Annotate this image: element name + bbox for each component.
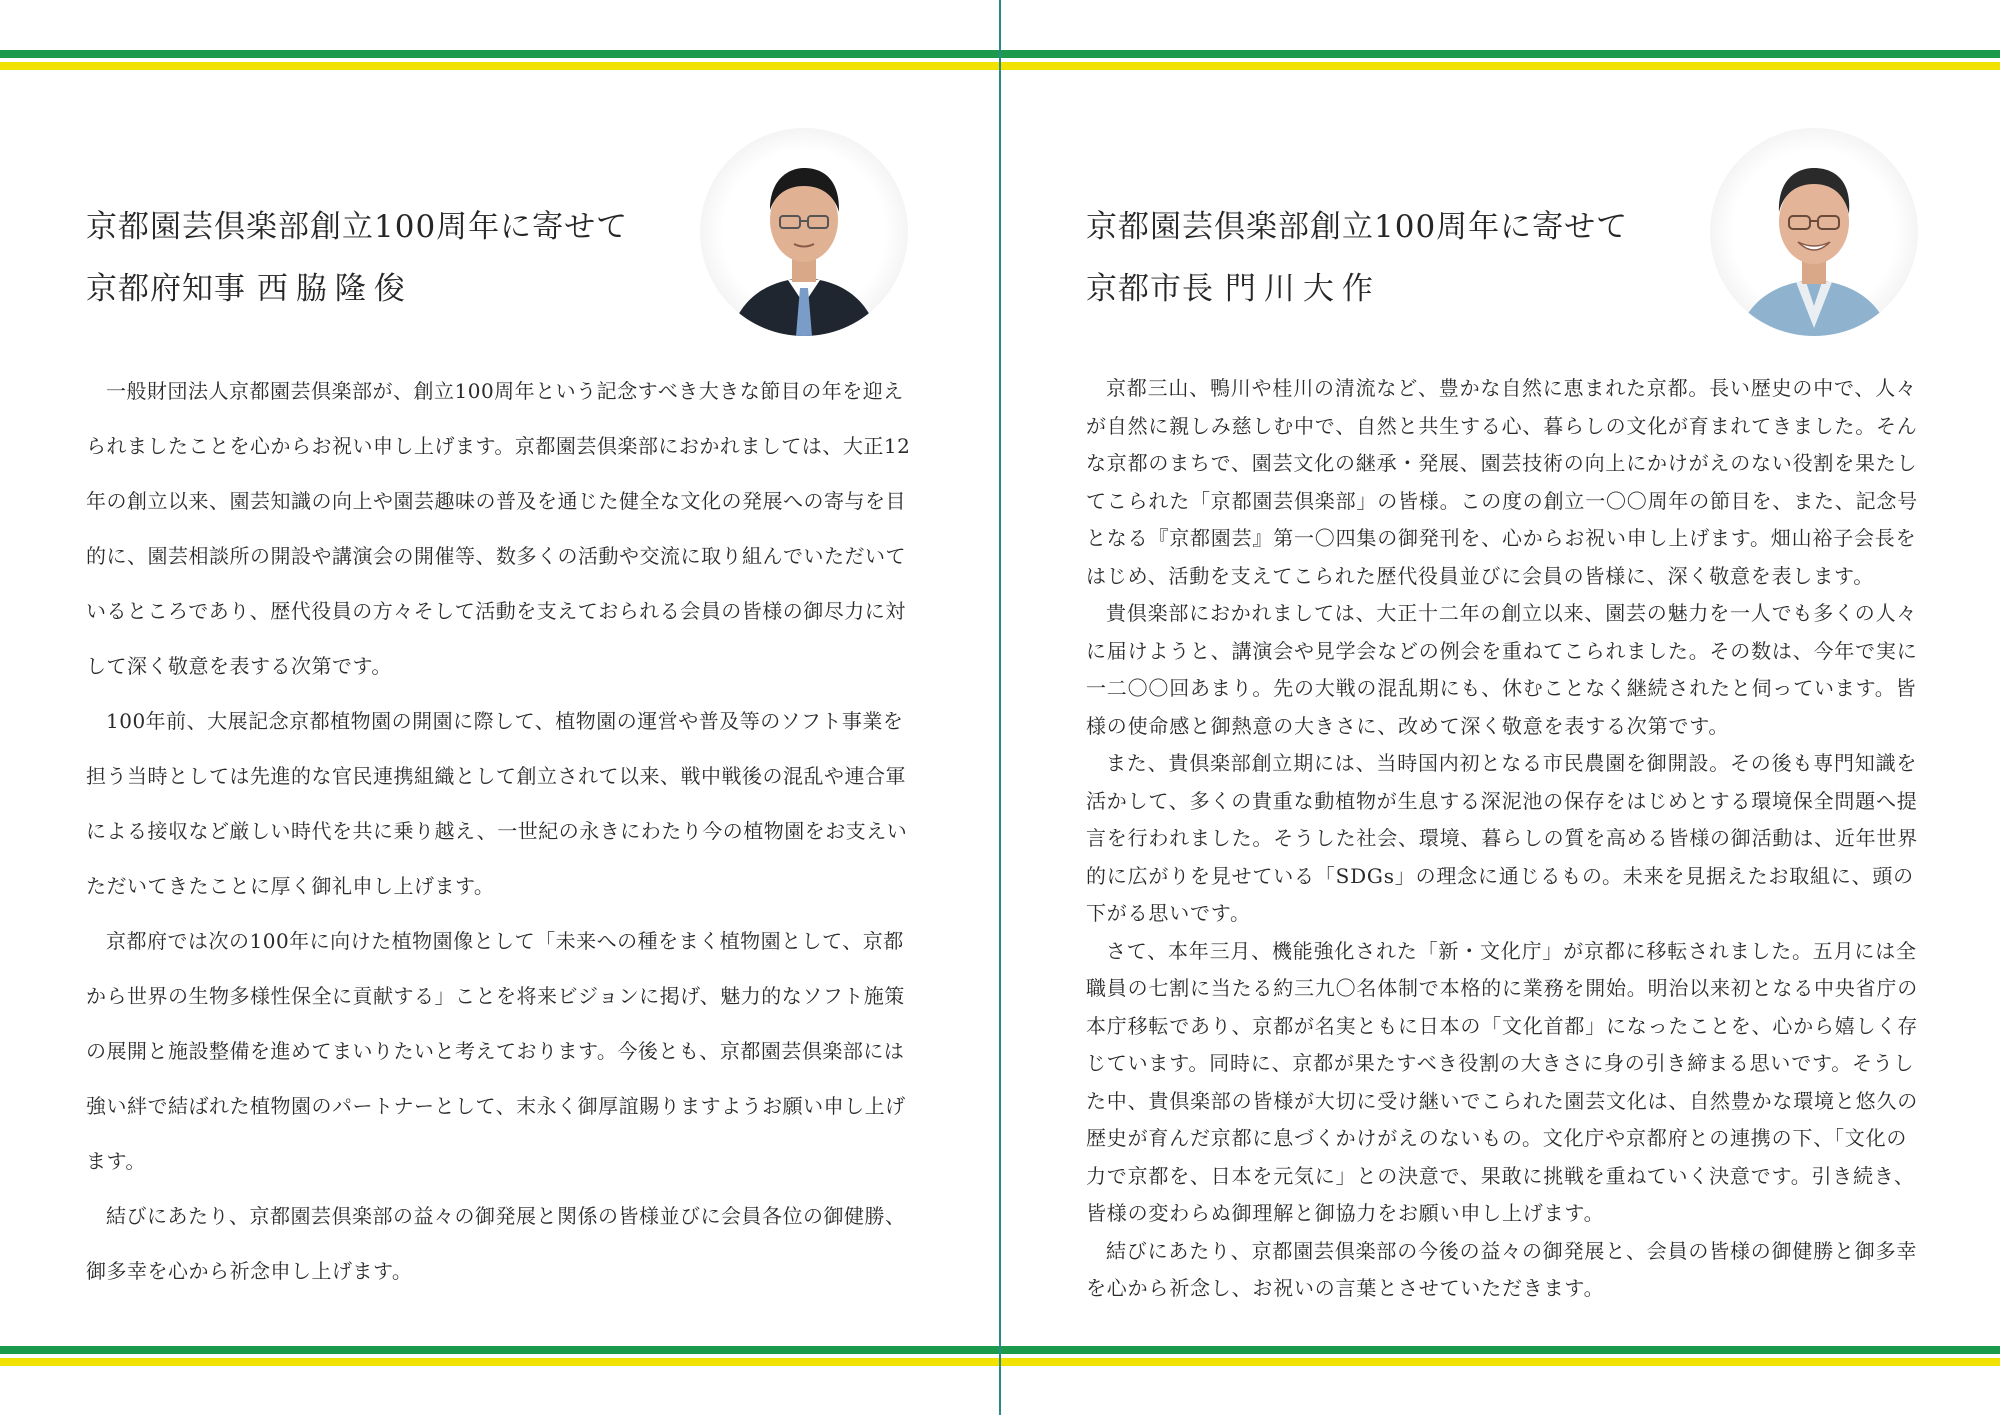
right-page bbox=[1000, 0, 2000, 1415]
left-paragraph: 京都府では次の100年に向けた植物園像として「未来への種をまく植物園として、京都から世界の生物多様性保全に貢献する」ことを将来ビジョンに掲げ、魅力的なソフト施策の展開と施設整備を進めてまいりたいと考えております。今後とも、京都園芸倶楽部には強い絆で結ばれた植物園のパートナーとして、末永く御厚誼賜りますようお願い申し上げます。 bbox=[86, 929, 906, 1173]
portrait-figure-icon bbox=[1710, 128, 1918, 336]
left-heading bbox=[86, 196, 628, 320]
left-heading-title: 京都園芸倶楽部創立100周年に寄せて bbox=[86, 209, 629, 245]
right-heading bbox=[1086, 196, 1628, 320]
left-body-text bbox=[86, 364, 916, 1299]
right-paragraph: 結びにあたり、京都園芸倶楽部の今後の益々の御発展と、会員の皆様の御健勝と御多幸を心から祈念し、お祝いの言葉とさせていただきます。 bbox=[1086, 1238, 1918, 1300]
right-paragraph: さて、本年三月、機能強化された「新・文化庁」が京都に移転されました。五月には全職員の七割に当たる約三九〇名体制で本格的に業務を開始。明治以来初となる中央省庁の本庁移転であり、京都が名実ともに日本の「文化首都」になったことを、心から嬉しく存じています。同時に、京都が果たすべき役割の大きさに身の引き締まる思いです。そうした中、貴倶楽部の皆様が大切に受け継いでこられた園芸文化は、自然豊かな環境と悠久の歴史が育んだ京都に息づくかけがえのないもの。文化庁や京都府との連携の下、「文化の力で京都を、日本を元気に」との決意で、果敢に挑戦を重ねていく決意です。引き続き、皆様の変わらぬ御理解と御協力をお願い申し上げます。 bbox=[1086, 938, 1918, 1225]
right-author-name: 門川大作 bbox=[1224, 271, 1381, 307]
right-author-line bbox=[1086, 258, 1628, 320]
right-paragraph: 貴倶楽部におかれましては、大正十二年の創立以来、園芸の魅力を一人でも多くの人々に届けようと、講演会や見学会などの例会を重ねてこられました。その数は、今年で実に一二〇〇回あまり。先の大戦の混乱期にも、休むことなく継続されたと伺っています。皆様の使命感と御熱意の大きさに、改めて深く敬意を表する次第です。 bbox=[1086, 601, 1918, 738]
right-body-text bbox=[1086, 370, 1922, 1308]
left-author-line bbox=[86, 258, 628, 320]
left-paragraph: 一般財団法人京都園芸倶楽部が、創立100周年という記念すべき大きな節目の年を迎えられましたことを心からお祝い申し上げます。京都園芸倶楽部におかれましては、大正12年の創立以来、園芸知識の向上や園芸趣味の普及を通じた健全な文化の発展への寄与を目的に、園芸相談所の開設や講演会の開催等、数多くの活動や交流に取り組んでいただいているところであり、歴代役員の方々そして活動を支えておられる会員の皆様の御尽力に対して深く敬意を表する次第です。 bbox=[86, 379, 911, 678]
left-author-title: 京都府知事 bbox=[86, 271, 246, 307]
left-author-name: 西脇隆俊 bbox=[256, 271, 413, 307]
right-author-title: 京都市長 bbox=[1086, 271, 1214, 307]
left-portrait-photo bbox=[700, 128, 908, 336]
right-paragraph: また、貴倶楽部創立期には、当時国内初となる市民農園を御開設。その後も専門知識を活かして、多くの貴重な動植物が生息する深泥池の保存をはじめとする環境保全問題へ提言を行われました。そうした社会、環境、暮らしの質を高める皆様の御活動は、近年世界的に広がりを見せている「SDGs」の理念に通じるもの。未来を見据えたお取組に、頭の下がる思いです。 bbox=[1086, 751, 1918, 925]
left-paragraph: 結びにあたり、京都園芸倶楽部の益々の御発展と関係の皆様並びに会員各位の御健勝、御多幸を心から祈念申し上げます。 bbox=[86, 1204, 906, 1283]
right-paragraph: 京都三山、鴨川や桂川の清流など、豊かな自然に恵まれた京都。長い歴史の中で、人々が自然に親しみ慈しむ中で、自然と共生する心、暮らしの文化が育まれてきました。そんな京都のまちで、園芸文化の継承・発展、園芸技術の向上にかけがえのない役割を果たしてこられた「京都園芸倶楽部」の皆様。この度の創立一〇〇周年の節目を、また、記念号となる『京都園芸』第一〇四集の御発刊を、心からお祝い申し上げます。畑山裕子会長をはじめ、活動を支えてこられた歴代役員並びに会員の皆様に、深く敬意を表します。 bbox=[1086, 376, 1918, 588]
portrait-figure-icon bbox=[700, 128, 908, 336]
right-heading-title: 京都園芸倶楽部創立100周年に寄せて bbox=[1086, 209, 1629, 245]
right-portrait-photo bbox=[1710, 128, 1918, 336]
left-paragraph: 100年前、大展記念京都植物園の開園に際して、植物園の運営や普及等のソフト事業を担う当時としては先進的な官民連携組織として創立されて以来、戦中戦後の混乱や連合軍による接収など厳しい時代を共に乗り越え、一世紀の永きにわたり今の植物園をお支えいただいてきたことに厚く御礼申し上げます。 bbox=[86, 709, 908, 898]
